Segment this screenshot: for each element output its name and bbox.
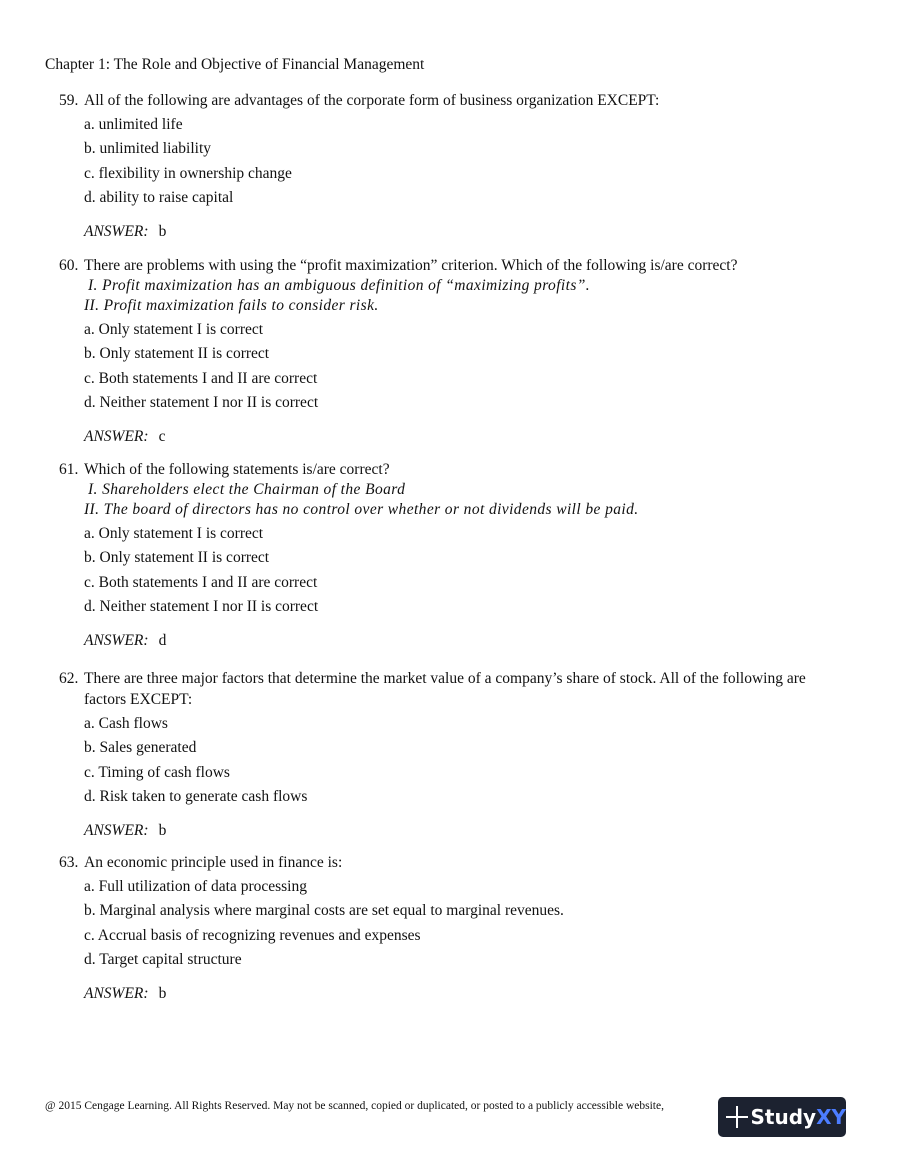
- option-a: a. Cash flows: [84, 715, 168, 732]
- option-a: a. Full utilization of data processing: [84, 878, 307, 895]
- question-number: 59.: [59, 92, 79, 109]
- answer-label: ANSWER:: [84, 428, 149, 446]
- answer-line: [84, 630, 839, 651]
- question-stem: [59, 90, 839, 111]
- statement-i: I. Profit maximization has an ambiguous definition of “maximizing profits”.: [88, 277, 591, 294]
- logo-text-accent: XY: [816, 1105, 846, 1129]
- answer-line: [84, 426, 839, 447]
- question-text: Which of the following statements is/are correct?: [84, 461, 390, 478]
- answer-value: c: [158, 428, 166, 446]
- question-62: [59, 668, 839, 841]
- statement-ii: II. Profit maximization fails to consider risk.: [84, 297, 379, 314]
- question-59: [59, 90, 839, 242]
- question-stem: [59, 459, 839, 480]
- plus-icon: [726, 1106, 743, 1128]
- answer-label: ANSWER:: [84, 223, 149, 241]
- options-list: [84, 113, 839, 210]
- question-60: [59, 255, 839, 447]
- answer-value: b: [158, 985, 167, 1003]
- question-text: There are problems with using the “profit maximization” criterion. Which of the following is/are correct?: [84, 257, 738, 274]
- option-b: b. Only statement II is correct: [84, 345, 270, 363]
- options-list: [84, 522, 839, 619]
- option-a: a. Only statement I is correct: [84, 321, 264, 338]
- option-b: b. unlimited liability: [84, 140, 212, 158]
- question-61: [59, 459, 839, 651]
- statement-ii: II. The board of directors has no control over whether or not dividends will be paid.: [84, 501, 639, 518]
- answer-line: [84, 221, 839, 242]
- answer-line: [84, 820, 839, 841]
- option-b: b. Sales generated: [84, 739, 197, 757]
- options-list: [84, 875, 839, 972]
- question-number: 63.: [59, 854, 79, 871]
- option-d: d. Neither statement I nor II is correct: [84, 393, 319, 411]
- question-stem: [59, 255, 839, 276]
- option-d: d. Neither statement I nor II is correct: [84, 597, 319, 615]
- answer-label: ANSWER:: [84, 632, 149, 650]
- answer-label: ANSWER:: [84, 985, 149, 1003]
- option-c: c. Timing of cash flows: [84, 763, 230, 781]
- option-c: c. Both statements I and II are correct: [84, 369, 318, 387]
- option-d: d. Risk taken to generate cash flows: [84, 787, 308, 805]
- answer-value: d: [158, 632, 167, 650]
- question-number: 62.: [59, 670, 79, 687]
- chapter-title: Chapter 1: The Role and Objective of Financial Management: [45, 56, 425, 73]
- question-number: 60.: [59, 257, 79, 274]
- question-stem: [59, 668, 839, 710]
- question-text: All of the following are advantages of the corporate form of business organization EXCEPT:: [84, 92, 660, 109]
- options-list: [84, 318, 839, 415]
- question-stem: [59, 852, 839, 873]
- logo-text-main: Study: [750, 1105, 817, 1129]
- option-c: c. flexibility in ownership change: [84, 164, 292, 182]
- question-text: An economic principle used in finance is:: [84, 854, 343, 871]
- question-63: [59, 852, 839, 1004]
- option-b: b. Only statement II is correct: [84, 549, 270, 567]
- answer-value: b: [158, 822, 167, 840]
- option-c: c. Accrual basis of recognizing revenues and expenses: [84, 926, 421, 944]
- option-d: d. ability to raise capital: [84, 188, 234, 206]
- copyright-footer: @ 2015 Cengage Learning. All Rights Reserved. May not be scanned, copied or duplicated, or posted to a publicly accessible website,: [45, 1100, 664, 1112]
- option-b: b. Marginal analysis where marginal costs are set equal to marginal revenues.: [84, 902, 564, 920]
- answer-value: b: [158, 223, 167, 241]
- question-text: There are three major factors that determine the market value of a company’s share of stock. All of the following are factors EXCEPT:: [84, 670, 806, 708]
- question-number: 61.: [59, 461, 79, 478]
- option-c: c. Both statements I and II are correct: [84, 573, 318, 591]
- option-a: a. Only statement I is correct: [84, 525, 264, 542]
- option-a: a. unlimited life: [84, 116, 183, 133]
- options-list: [84, 712, 839, 809]
- option-d: d. Target capital structure: [84, 950, 242, 968]
- answer-label: ANSWER:: [84, 822, 149, 840]
- statement-i: I. Shareholders elect the Chairman of the Board: [88, 481, 406, 498]
- answer-line: [84, 983, 839, 1004]
- studyxy-logo[interactable]: [718, 1097, 846, 1137]
